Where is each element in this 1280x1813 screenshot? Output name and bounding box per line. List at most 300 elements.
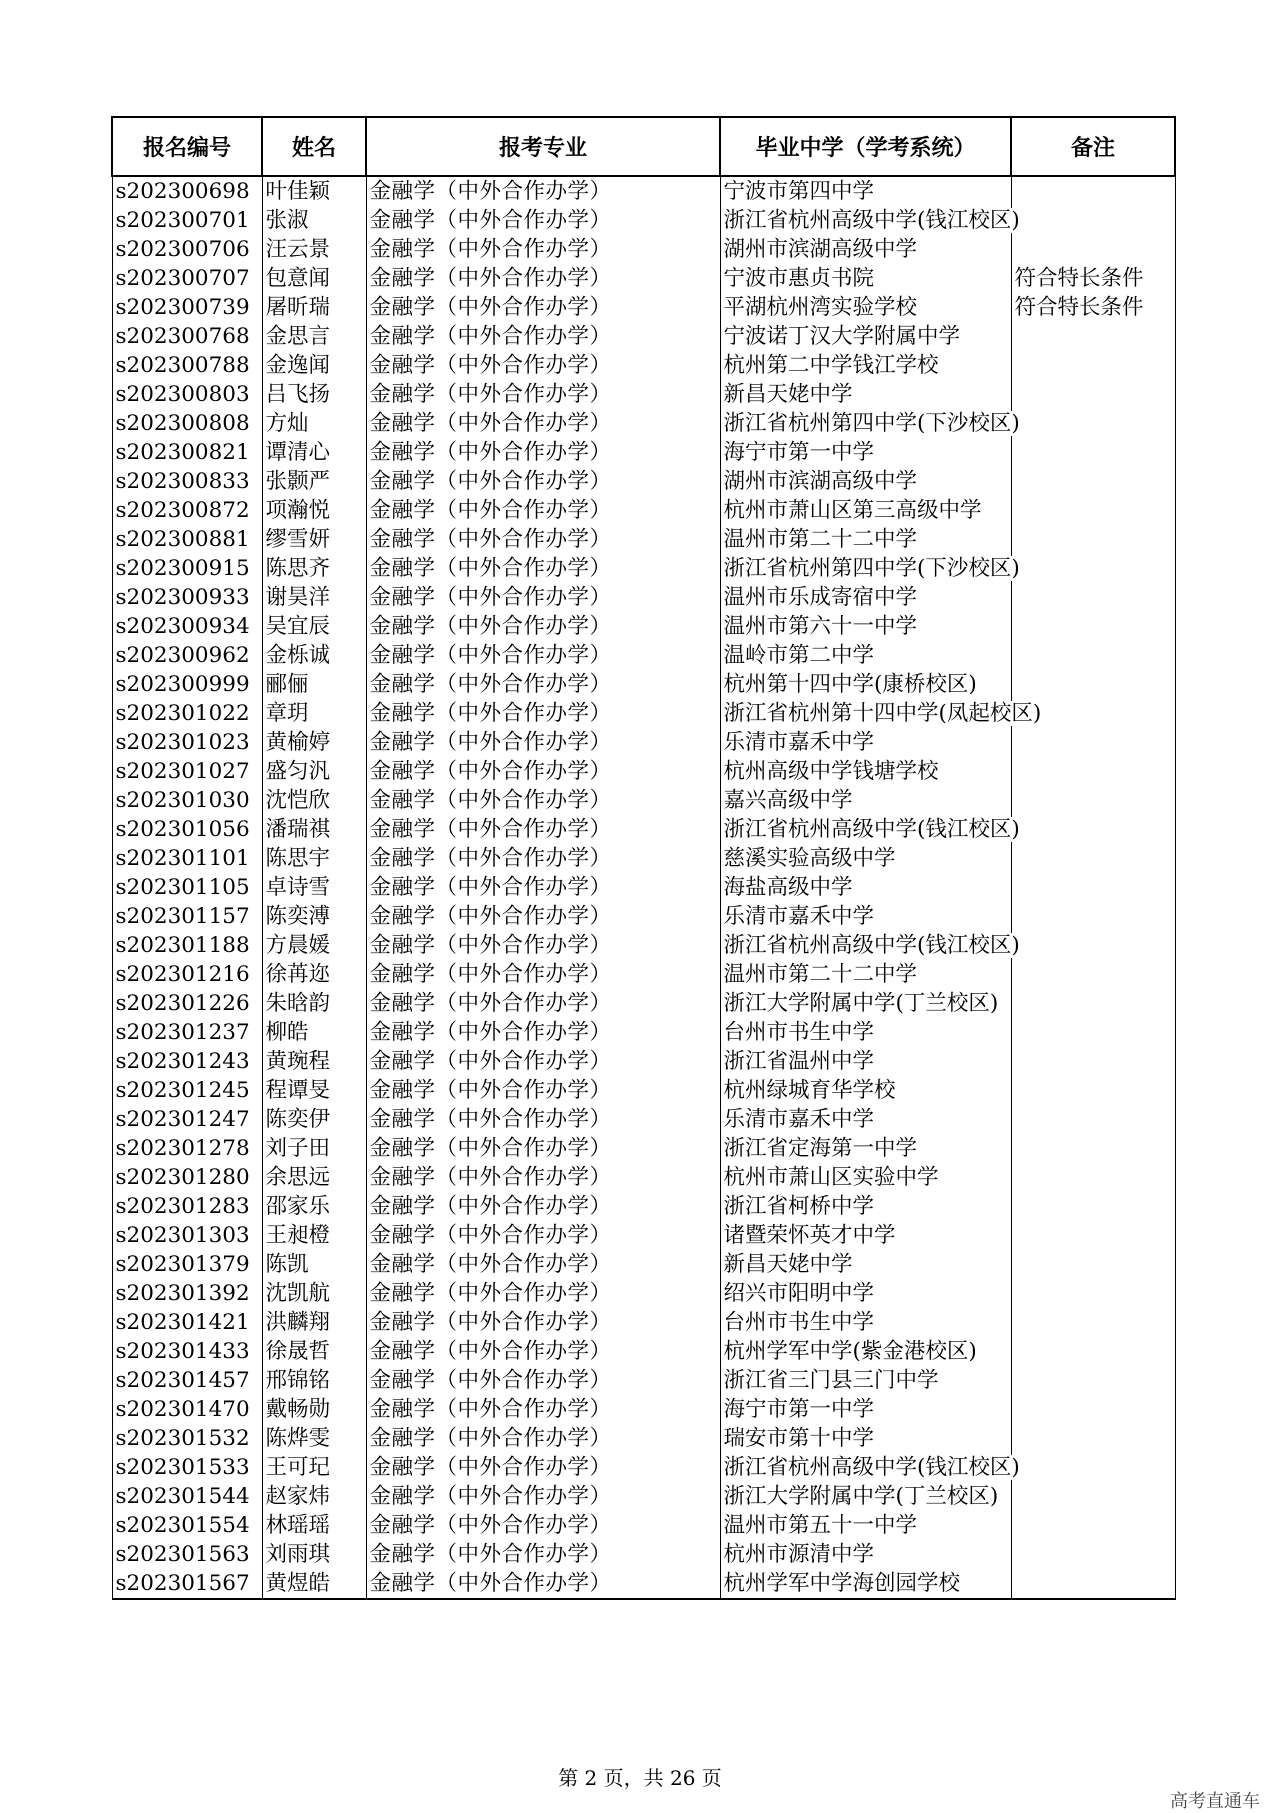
- table-row: [112, 583, 1175, 612]
- major-cell: [366, 554, 720, 583]
- registration-id-text: s202301457: [115, 1368, 250, 1393]
- note-cell: [1011, 844, 1175, 873]
- registration-id-text: s202301554: [115, 1513, 250, 1538]
- major-cell: [366, 1453, 720, 1482]
- table-row: [112, 351, 1175, 380]
- name-text: 金思言: [265, 324, 331, 349]
- major-text: 金融学（中外合作办学）: [369, 295, 612, 320]
- school-cell: [720, 1569, 1011, 1599]
- school-cell: [720, 1308, 1011, 1337]
- name-text: 黄榆婷: [265, 730, 331, 755]
- name-text: 潘瑞祺: [265, 817, 331, 842]
- admission-roster-table: [111, 116, 1176, 1600]
- name-text: 金逸闻: [265, 353, 331, 378]
- registration-id-text: s202301105: [115, 875, 250, 900]
- note-text: 符合特长条件: [1014, 295, 1144, 320]
- name-text: 刘子田: [265, 1136, 331, 1161]
- table-row: [112, 844, 1175, 873]
- note-cell: [1011, 1366, 1175, 1395]
- note-cell: [1011, 264, 1175, 293]
- name-text: 程谭旻: [265, 1078, 331, 1103]
- note-cell: [1011, 931, 1175, 960]
- note-cell: [1011, 525, 1175, 554]
- note-cell: [1011, 1192, 1175, 1221]
- name-cell: [262, 525, 366, 554]
- registration-id-cell: [112, 554, 262, 583]
- registration-id-cell: [112, 1279, 262, 1308]
- name-text: 陈奕溥: [265, 904, 331, 929]
- school-text: 杭州第十四中学(康桥校区): [723, 672, 977, 697]
- name-text: 吴宜辰: [265, 614, 331, 639]
- registration-id-cell: [112, 1540, 262, 1569]
- note-cell: [1011, 641, 1175, 670]
- major-cell: [366, 409, 720, 438]
- school-cell: [720, 1163, 1011, 1192]
- note-cell: [1011, 1018, 1175, 1047]
- major-cell: [366, 438, 720, 467]
- table-row: [112, 1395, 1175, 1424]
- table-row: [112, 1424, 1175, 1453]
- major-text: 金融学（中外合作办学）: [369, 991, 612, 1016]
- registration-id-cell: [112, 1511, 262, 1540]
- note-cell: [1011, 583, 1175, 612]
- major-text: 金融学（中外合作办学）: [369, 179, 612, 204]
- major-cell: [366, 786, 720, 815]
- registration-id-text: s202301533: [115, 1455, 250, 1480]
- registration-id-text: s202301563: [115, 1542, 250, 1567]
- school-text: 新昌天姥中学: [723, 1252, 853, 1277]
- note-cell: [1011, 1569, 1175, 1599]
- registration-id-cell: [112, 438, 262, 467]
- registration-id-text: s202301283: [115, 1194, 250, 1219]
- table-row: [112, 1337, 1175, 1366]
- school-text: 浙江省温州中学: [723, 1049, 875, 1074]
- table-row: [112, 612, 1175, 641]
- note-cell: [1011, 1163, 1175, 1192]
- registration-id-text: s202300933: [115, 585, 250, 610]
- school-text: 温州市第五十一中学: [723, 1513, 918, 1538]
- registration-id-text: s202300934: [115, 614, 250, 639]
- name-cell: [262, 815, 366, 844]
- registration-id-cell: [112, 176, 262, 206]
- name-cell: [262, 1105, 366, 1134]
- registration-id-cell: [112, 1337, 262, 1366]
- major-text: 金融学（中外合作办学）: [369, 527, 612, 552]
- registration-id-text: s202301245: [115, 1078, 250, 1103]
- page-number: 第 2 页，共 26 页: [558, 1766, 722, 1790]
- note-cell: [1011, 1221, 1175, 1250]
- major-cell: [366, 699, 720, 728]
- school-cell: [720, 438, 1011, 467]
- major-cell: [366, 1540, 720, 1569]
- school-cell: [720, 786, 1011, 815]
- name-cell: [262, 989, 366, 1018]
- major-text: 金融学（中外合作办学）: [369, 788, 612, 813]
- registration-id-text: s202301247: [115, 1107, 250, 1132]
- major-text: 金融学（中外合作办学）: [369, 904, 612, 929]
- table-row: [112, 1134, 1175, 1163]
- name-cell: [262, 1047, 366, 1076]
- school-cell: [720, 1453, 1020, 1482]
- school-cell: [720, 1337, 1011, 1366]
- registration-id-cell: [112, 612, 262, 641]
- school-text: 诸暨荣怀英才中学: [723, 1223, 896, 1248]
- school-text: 慈溪实验高级中学: [723, 846, 896, 871]
- registration-id-text: s202300962: [115, 643, 250, 668]
- note-cell: [1011, 1134, 1175, 1163]
- school-cell: [720, 1511, 1011, 1540]
- school-text: 湖州市滨湖高级中学: [723, 469, 918, 494]
- major-cell: [366, 1192, 720, 1221]
- table-row: [112, 235, 1175, 264]
- registration-id-text: s202300739: [115, 295, 250, 320]
- name-cell: [262, 699, 366, 728]
- registration-id-cell: [112, 467, 262, 496]
- registration-id-cell: [112, 902, 262, 931]
- major-cell: [366, 1308, 720, 1337]
- registration-id-cell: [112, 1076, 262, 1105]
- registration-id-cell: [112, 322, 262, 351]
- registration-id-cell: [112, 351, 262, 380]
- major-text: 金融学（中外合作办学）: [369, 556, 612, 581]
- registration-id-text: s202301101: [115, 846, 250, 871]
- table-row: [112, 1482, 1175, 1511]
- school-cell: [720, 641, 1011, 670]
- name-text: 余思远: [265, 1165, 331, 1190]
- school-text: 乐清市嘉禾中学: [723, 1107, 875, 1132]
- major-cell: [366, 670, 720, 699]
- major-text: 金融学（中外合作办学）: [369, 614, 612, 639]
- school-cell: [720, 467, 1011, 496]
- school-text: 浙江省杭州高级中学(钱江校区): [723, 933, 1020, 958]
- name-cell: [262, 670, 366, 699]
- note-cell: [1011, 438, 1175, 467]
- registration-id-cell: [112, 1018, 262, 1047]
- major-cell: [366, 641, 720, 670]
- table-row: [112, 1250, 1175, 1279]
- major-cell: [366, 1395, 720, 1424]
- note-cell: [1011, 960, 1175, 989]
- table-row: [112, 380, 1175, 409]
- major-text: 金融学（中外合作办学）: [369, 1426, 612, 1451]
- registration-id-cell: [112, 1105, 262, 1134]
- registration-id-text: s202301226: [115, 991, 250, 1016]
- school-cell: [720, 844, 1011, 873]
- school-text: 台州市书生中学: [723, 1020, 875, 1045]
- table-row: [112, 670, 1175, 699]
- registration-id-cell: [112, 1134, 262, 1163]
- school-text: 杭州市源清中学: [723, 1542, 875, 1567]
- table-row: [112, 1366, 1175, 1395]
- registration-id-text: s202301532: [115, 1426, 250, 1451]
- name-text: 王昶橙: [265, 1223, 331, 1248]
- name-text: 邢锦铭: [265, 1368, 331, 1393]
- table-row: [112, 873, 1175, 902]
- name-text: 吕飞扬: [265, 382, 331, 407]
- name-text: 林瑶瑶: [265, 1513, 331, 1538]
- major-text: 金融学（中外合作办学）: [369, 1078, 612, 1103]
- name-cell: [262, 1308, 366, 1337]
- table-header-row: [112, 117, 1175, 176]
- registration-id-text: s202301303: [115, 1223, 250, 1248]
- note-cell: [1011, 757, 1175, 786]
- note-cell: [1011, 902, 1175, 931]
- major-cell: [366, 757, 720, 786]
- major-text: 金融学（中外合作办学）: [369, 585, 612, 610]
- major-cell: [366, 1221, 720, 1250]
- name-cell: [262, 1163, 366, 1192]
- school-text: 海盐高级中学: [723, 875, 853, 900]
- registration-id-cell: [112, 670, 262, 699]
- name-cell: [262, 438, 366, 467]
- major-cell: [366, 931, 720, 960]
- school-cell: [720, 728, 1011, 757]
- note-cell: [1011, 989, 1175, 1018]
- school-cell: [720, 206, 1020, 235]
- name-text: 卓诗雪: [265, 875, 331, 900]
- registration-id-text: s202300803: [115, 382, 250, 407]
- school-cell: [720, 1076, 1011, 1105]
- note-cell: [1011, 815, 1175, 844]
- name-text: 徐晟哲: [265, 1339, 331, 1364]
- note-cell: [1011, 1395, 1175, 1424]
- name-text: 陈凯: [265, 1252, 309, 1277]
- school-cell: [720, 1250, 1011, 1279]
- major-cell: [366, 206, 720, 235]
- school-text: 浙江省杭州第四中学(下沙校区): [723, 556, 1020, 581]
- major-text: 金融学（中外合作办学）: [369, 1252, 612, 1277]
- school-text: 瑞安市第十中学: [723, 1426, 875, 1451]
- table-row: [112, 757, 1175, 786]
- name-cell: [262, 1221, 366, 1250]
- major-cell: [366, 1163, 720, 1192]
- note-cell: [1011, 235, 1175, 264]
- registration-id-cell: [112, 844, 262, 873]
- table-row: [112, 786, 1175, 815]
- table-row: [112, 1192, 1175, 1221]
- name-cell: [262, 728, 366, 757]
- name-cell: [262, 1250, 366, 1279]
- name-text: 沈凯航: [265, 1281, 331, 1306]
- name-text: 方灿: [265, 411, 309, 436]
- major-cell: [366, 1047, 720, 1076]
- note-cell: [1011, 1540, 1175, 1569]
- note-cell: [1011, 786, 1175, 815]
- major-cell: [366, 1105, 720, 1134]
- name-cell: [262, 467, 366, 496]
- note-cell: [1011, 1482, 1175, 1511]
- school-text: 温州市第二十二中学: [723, 962, 918, 987]
- registration-id-text: s202300833: [115, 469, 250, 494]
- note-cell: [1011, 322, 1175, 351]
- registration-id-cell: [112, 786, 262, 815]
- major-cell: [366, 496, 720, 525]
- name-cell: [262, 873, 366, 902]
- registration-id-cell: [112, 1192, 262, 1221]
- school-cell: [720, 1540, 1011, 1569]
- major-cell: [366, 1250, 720, 1279]
- major-text: 金融学（中外合作办学）: [369, 672, 612, 697]
- registration-id-text: s202300698: [115, 179, 250, 204]
- registration-id-cell: [112, 1453, 262, 1482]
- school-text: 浙江省杭州高级中学(钱江校区): [723, 1455, 1020, 1480]
- school-cell: [720, 989, 1011, 1018]
- name-cell: [262, 554, 366, 583]
- school-cell: [720, 931, 1020, 960]
- header-major: 报考专业: [366, 117, 720, 176]
- school-text: 乐清市嘉禾中学: [723, 730, 875, 755]
- school-text: 杭州绿城育华学校: [723, 1078, 896, 1103]
- major-cell: [366, 902, 720, 931]
- major-cell: [366, 176, 720, 206]
- registration-id-text: s202300706: [115, 237, 250, 262]
- name-cell: [262, 264, 366, 293]
- table-row: [112, 931, 1175, 960]
- name-cell: [262, 1076, 366, 1105]
- name-text: 陈奕伊: [265, 1107, 331, 1132]
- header-note: 备注: [1011, 117, 1175, 176]
- registration-id-cell: [112, 1308, 262, 1337]
- table-row: [112, 1279, 1175, 1308]
- registration-id-text: s202301188: [115, 933, 250, 958]
- school-text: 台州市书生中学: [723, 1310, 875, 1335]
- name-cell: [262, 1395, 366, 1424]
- header-school: 毕业中学（学考系统）: [720, 117, 1011, 176]
- note-cell: [1011, 554, 1175, 583]
- registration-id-text: s202301243: [115, 1049, 250, 1074]
- major-cell: [366, 264, 720, 293]
- major-text: 金融学（中外合作办学）: [369, 1513, 612, 1538]
- school-cell: [720, 612, 1011, 641]
- name-text: 张颢严: [265, 469, 331, 494]
- table-row: [112, 525, 1175, 554]
- registration-id-cell: [112, 1047, 262, 1076]
- name-cell: [262, 1511, 366, 1540]
- major-text: 金融学（中外合作办学）: [369, 208, 612, 233]
- name-text: 徐苒迩: [265, 962, 331, 987]
- major-cell: [366, 467, 720, 496]
- major-cell: [366, 1482, 720, 1511]
- table-body: [112, 176, 1175, 1599]
- note-cell: [1011, 873, 1175, 902]
- registration-id-cell: [112, 1569, 262, 1599]
- table-row: [112, 1569, 1175, 1599]
- note-cell: [1011, 1076, 1175, 1105]
- registration-id-cell: [112, 728, 262, 757]
- school-text: 浙江省杭州高级中学(钱江校区): [723, 817, 1020, 842]
- registration-id-cell: [112, 757, 262, 786]
- school-text: 浙江省定海第一中学: [723, 1136, 918, 1161]
- note-cell: [1011, 176, 1175, 206]
- major-text: 金融学（中外合作办学）: [369, 1484, 612, 1509]
- major-cell: [366, 1134, 720, 1163]
- table-row: [112, 1308, 1175, 1337]
- major-text: 金融学（中外合作办学）: [369, 1020, 612, 1045]
- major-text: 金融学（中外合作办学）: [369, 875, 612, 900]
- school-cell: [720, 235, 1011, 264]
- school-text: 新昌天姥中学: [723, 382, 853, 407]
- registration-id-cell: [112, 1221, 262, 1250]
- school-text: 宁波市惠贞书院: [723, 266, 875, 291]
- school-text: 浙江省柯桥中学: [723, 1194, 875, 1219]
- table-row: [112, 496, 1175, 525]
- note-cell: [1011, 293, 1175, 322]
- school-cell: [720, 757, 1011, 786]
- school-cell: [720, 264, 1011, 293]
- note-cell: [1011, 206, 1175, 235]
- registration-id-text: s202300768: [115, 324, 250, 349]
- name-text: 赵家炜: [265, 1484, 331, 1509]
- name-cell: [262, 1424, 366, 1453]
- table-row: [112, 1105, 1175, 1134]
- name-text: 盛匀汎: [265, 759, 331, 784]
- major-text: 金融学（中外合作办学）: [369, 1368, 612, 1393]
- school-text: 杭州高级中学钱塘学校: [723, 759, 939, 784]
- registration-id-cell: [112, 525, 262, 554]
- school-text: 海宁市第一中学: [723, 1397, 875, 1422]
- school-text: 宁波诺丁汉大学附属中学: [723, 324, 961, 349]
- major-cell: [366, 844, 720, 873]
- note-cell: [1011, 1308, 1175, 1337]
- table-row: [112, 641, 1175, 670]
- table-row: [112, 176, 1175, 206]
- registration-id-cell: [112, 1395, 262, 1424]
- name-cell: [262, 176, 366, 206]
- registration-id-text: s202301030: [115, 788, 250, 813]
- major-cell: [366, 583, 720, 612]
- name-text: 郦俪: [265, 672, 309, 697]
- school-text: 嘉兴高级中学: [723, 788, 853, 813]
- major-text: 金融学（中外合作办学）: [369, 411, 612, 436]
- note-cell: [1011, 496, 1175, 525]
- registration-id-text: s202301421: [115, 1310, 250, 1335]
- table-row: [112, 960, 1175, 989]
- registration-id-text: s202301056: [115, 817, 250, 842]
- registration-id-text: s202301216: [115, 962, 250, 987]
- registration-id-cell: [112, 960, 262, 989]
- major-text: 金融学（中外合作办学）: [369, 237, 612, 262]
- major-text: 金融学（中外合作办学）: [369, 1542, 612, 1567]
- major-cell: [366, 1366, 720, 1395]
- name-text: 叶佳颖: [265, 179, 331, 204]
- name-cell: [262, 1366, 366, 1395]
- name-text: 包意闻: [265, 266, 331, 291]
- school-cell: [720, 351, 1011, 380]
- registration-id-text: s202300999: [115, 672, 250, 697]
- registration-id-text: s202301470: [115, 1397, 250, 1422]
- table-row: [112, 467, 1175, 496]
- school-cell: [720, 1424, 1011, 1453]
- name-cell: [262, 1569, 366, 1599]
- major-text: 金融学（中外合作办学）: [369, 817, 612, 842]
- name-cell: [262, 206, 366, 235]
- registration-id-cell: [112, 641, 262, 670]
- name-text: 沈恺欣: [265, 788, 331, 813]
- registration-id-text: s202301027: [115, 759, 250, 784]
- school-cell: [720, 554, 1020, 583]
- name-cell: [262, 235, 366, 264]
- registration-id-text: s202301022: [115, 701, 250, 726]
- name-cell: [262, 960, 366, 989]
- major-text: 金融学（中外合作办学）: [369, 643, 612, 668]
- name-cell: [262, 583, 366, 612]
- school-cell: [720, 583, 1011, 612]
- major-text: 金融学（中外合作办学）: [369, 730, 612, 755]
- school-cell: [720, 1192, 1011, 1221]
- school-text: 宁波市第四中学: [723, 179, 875, 204]
- registration-id-cell: [112, 1424, 262, 1453]
- major-text: 金融学（中外合作办学）: [369, 1571, 612, 1596]
